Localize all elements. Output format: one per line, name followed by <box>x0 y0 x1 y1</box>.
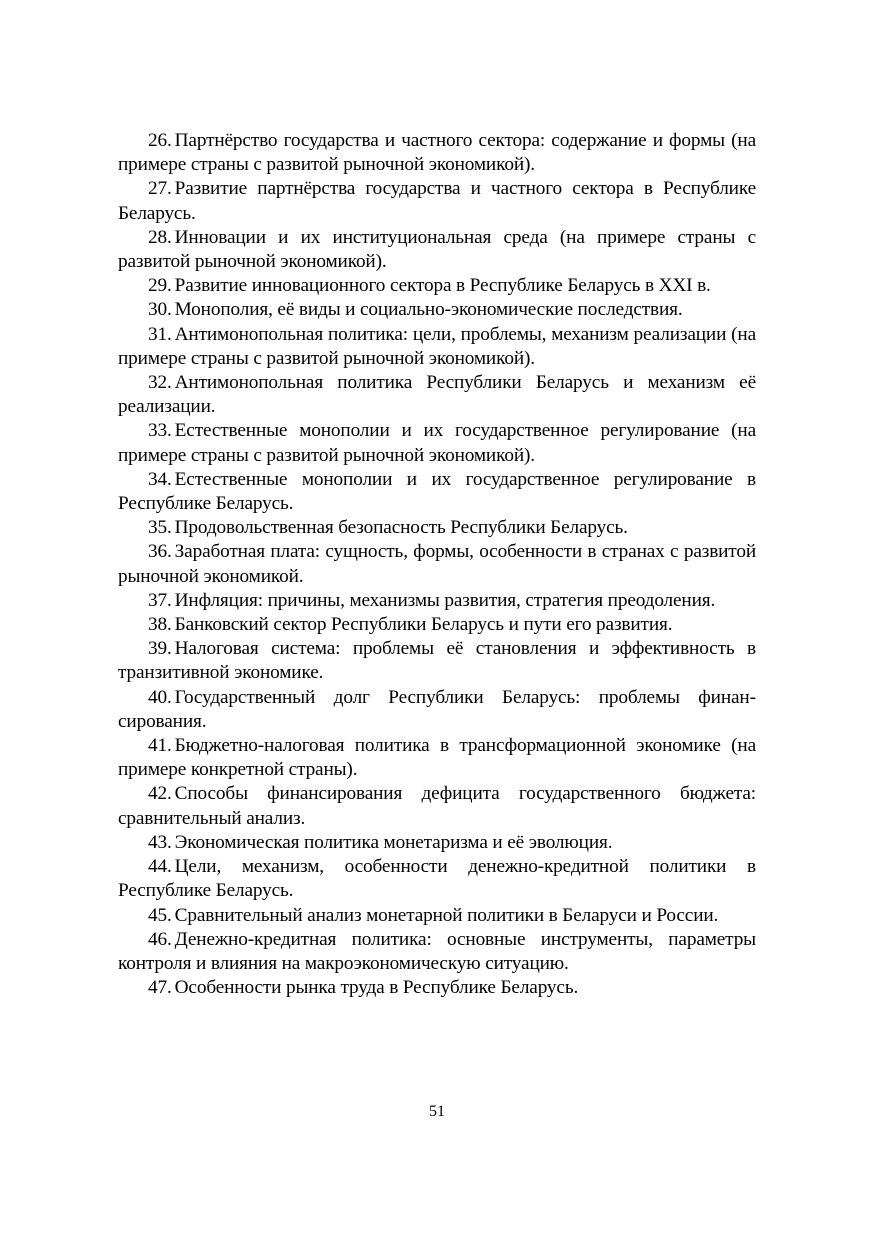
list-item <box>118 177 756 225</box>
list-item <box>118 516 756 540</box>
item-number: 31. <box>148 323 172 345</box>
item-text: Бюджетно-налоговая политика в трансформационной экономике (на примере конкретной страны). <box>118 735 756 781</box>
item-text: Государственный долг Республики Беларусь: проблемы финансирования. <box>118 686 756 732</box>
item-number: 40. <box>148 686 172 708</box>
item-number: 37. <box>148 589 172 611</box>
list-item <box>118 831 756 855</box>
list-item <box>118 129 756 177</box>
item-text: Заработная плата: сущность, формы, особенности в странах с развитой рыночной экономикой. <box>118 541 756 587</box>
item-number: 30. <box>148 299 172 321</box>
list-item <box>118 686 756 734</box>
item-number: 47. <box>148 977 172 999</box>
item-text: Цели, механизм, особенности денежно-кредитной политики в Республике Беларусь. <box>118 856 756 902</box>
list-item <box>118 613 756 637</box>
item-text: Налоговая система: проблемы её становления и эффективность в транзитивной экономике. <box>118 638 756 684</box>
topic-list <box>118 129 756 1000</box>
list-item <box>118 734 756 782</box>
list-item <box>118 371 756 419</box>
list-item <box>118 226 756 274</box>
item-number: 38. <box>148 614 172 636</box>
item-text: Банковский сектор Республики Беларусь и пути его развития. <box>174 614 673 636</box>
item-text: Монополия, её виды и социально-экономические последствия. <box>174 299 683 321</box>
item-text: Естественные монополии и их государственное регулирование в Республике Беларусь. <box>118 468 756 515</box>
item-number: 35. <box>148 517 172 539</box>
item-number: 46. <box>148 928 172 950</box>
list-item <box>118 540 756 588</box>
item-number: 44. <box>148 856 172 878</box>
list-item <box>118 928 756 976</box>
item-number: 34. <box>148 468 172 490</box>
item-number: 26. <box>148 130 172 151</box>
item-text: Экономическая политика монетаризма и её эволюция. <box>174 831 613 853</box>
list-item <box>118 589 756 613</box>
list-item <box>118 976 756 1000</box>
item-text: Естественные монополии и их государственное регулирование (на примере страны с развитой рыночной экономикой). <box>118 420 756 466</box>
item-number: 28. <box>148 226 172 248</box>
item-text: Денежно-кредитная политика: основные инструменты, параметры контроля и влияния на макроэкономическую ситуацию. <box>118 928 756 974</box>
item-number: 36. <box>148 541 172 563</box>
list-item <box>118 637 756 685</box>
item-number: 29. <box>148 275 172 297</box>
item-text: Развитие инновационного сектора в Республике Беларусь в XXI в. <box>174 275 711 297</box>
list-item <box>118 419 756 467</box>
item-text: Антимонопольная политика Республики Беларусь и механизм её реализации. <box>118 372 756 418</box>
list-item <box>118 855 756 903</box>
item-text: Продовольственная безопасность Республики Беларусь. <box>174 517 628 539</box>
list-item <box>118 298 756 322</box>
list-item <box>118 274 756 298</box>
item-number: 32. <box>148 372 172 394</box>
list-item <box>118 468 756 516</box>
page-number: 51 <box>429 1103 445 1120</box>
item-text: Сравнительный анализ монетарной политики в Беларуси и России. <box>174 904 719 926</box>
item-text: Антимонопольная политика: цели, проблемы, механизм реализации (на примере страны с развитой рыночной экономикой). <box>118 323 756 369</box>
item-number: 42. <box>148 783 172 805</box>
item-text: Инфляция: причины, механизмы развития, стратегия преодоления. <box>174 589 716 611</box>
item-text: Способы финансирования дефицита государственного бюджета: сравнительный анализ. <box>118 783 756 829</box>
list-item <box>118 904 756 928</box>
item-number: 39. <box>148 638 172 660</box>
item-text: Развитие партнёрства государства и частного сектора в Республике Беларусь. <box>118 178 756 224</box>
item-number: 41. <box>148 735 172 757</box>
item-text: Особенности рынка труда в Республике Беларусь. <box>174 977 579 999</box>
item-number: 43. <box>148 831 172 853</box>
list-item <box>118 323 756 371</box>
list-item <box>118 782 756 830</box>
item-number: 45. <box>148 904 172 926</box>
item-number: 33. <box>148 420 172 442</box>
item-number: 27. <box>148 178 172 200</box>
item-text: Инновации и их институциональная среда (на примере страны с развитой рыночной экономикой). <box>118 226 756 273</box>
item-text: Партнёрство государства и частного сектора: содержание и формы (на примере страны с развитой рыночной экономикой). <box>118 130 756 176</box>
